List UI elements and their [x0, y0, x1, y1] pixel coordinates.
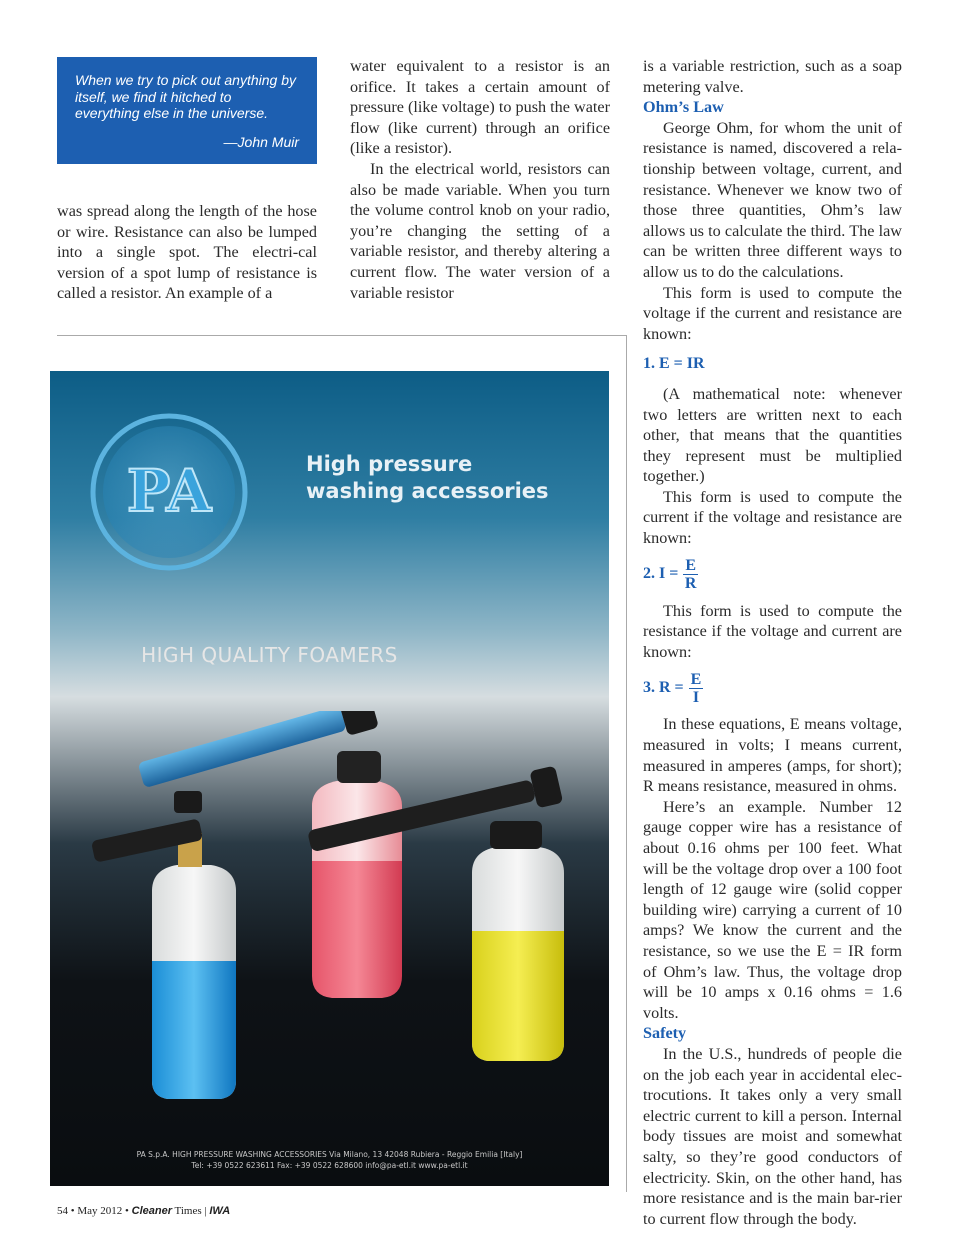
pull-quote-box: [57, 57, 317, 164]
paragraph: George Ohm, for whom the unit of resistance is named, discovered a rela-tionship between voltage, current, and resistance. Whenever we know two of those three quantities, Ohm’s law allows us to calculate the third. The law can be written three different ways to allow us to do the calculations.: [643, 118, 902, 281]
column-3: [643, 56, 902, 1229]
paragraph: This form is used to compute the current if the voltage and resistance are known:: [643, 487, 902, 548]
paragraph: In the electrical world, resistors can also be made variable. When you turn the volume control knob on your radio, you’re changing the setting of a variable resistor, and thereby altering a current flow. The water version of a variable resistor: [350, 159, 610, 302]
pa-logo-icon: [88, 411, 250, 573]
horizontal-divider: [57, 335, 627, 336]
equation-3-fraction: [689, 671, 704, 706]
ad-footer: [50, 1149, 609, 1171]
advertisement: [50, 371, 609, 1186]
ad-headline-line-1: High pressure: [306, 452, 473, 476]
column-1: [57, 201, 317, 304]
fraction-denominator: I: [692, 688, 700, 706]
page-folio: [57, 1205, 230, 1217]
logo-text: PA: [126, 457, 212, 525]
paragraph: is a variable restriction, such as a soap metering valve.: [643, 57, 902, 96]
section-heading-safety: Safety: [643, 1024, 687, 1043]
vertical-divider: [626, 335, 627, 1192]
equation-3-label: 3. R =: [643, 679, 684, 697]
paragraph: was spread along the length of the hose or wire. Resistance can also be lumped into a single spot. The electri-cal version of a spot lump of resistance is called a resistor. An example of a: [57, 202, 317, 303]
ad-headline: [306, 451, 549, 505]
pull-quote-text: When we try to pick out anything by itself, we find it hitched to everything else in the universe.: [75, 72, 296, 121]
ad-footer-line-1: PA S.p.A. HIGH PRESSURE WASHING ACCESSORIES Via Milano, 13 42048 Rubiera - Reggio Emilia [Italy]: [136, 1150, 523, 1159]
fraction-numerator: E: [685, 557, 697, 575]
folio-magazine-name-3: IWA: [209, 1205, 231, 1217]
equation-2-fraction: [683, 557, 698, 592]
ad-footer-line-2: Tel: +39 0522 623611 Fax: +39 0522 628600 info@pa-etl.it www.pa-etl.it: [191, 1161, 468, 1170]
equation-3: [643, 668, 902, 708]
fraction-denominator: R: [684, 575, 697, 593]
paragraph: In these equations, E means voltage, measured in volts; I means current, measured in amperes (amps, for short); R means resistance, measured in ohms.: [643, 715, 902, 796]
equation-2-label: 2. I =: [643, 565, 679, 583]
foamer-products-image: [50, 711, 609, 1131]
section-heading-ohms-law: Ohm’s Law: [643, 98, 724, 117]
paragraph: Here’s an example. Number 12 gauge copper wire has a resistance of about 0.16 ohms per 100 feet. What will be the voltage drop over a 100 foot length of 12 gauge wire (solid copper building wire) carrying a current of 10 amps? We know the current and the resistance, so we use the E = IR form of Ohm’s law. Thus, the voltage drop will be 10 amps x 0.16 ohms = 1.6 volts.: [643, 797, 902, 1022]
ad-headline-line-2: washing accessories: [306, 479, 549, 503]
folio-magazine-name-2: Times |: [171, 1205, 210, 1217]
ad-subhead-text: HIGH QUALITY FOAMERS: [141, 643, 398, 667]
paragraph: water equivalent to a resistor is an orifice. It takes a certain amount of pressure (like voltage) to push the water flow (like current) through an orifice (like a resistor).: [350, 57, 610, 158]
folio-magazine-name: Cleaner: [131, 1205, 172, 1217]
equation-1: 1. E = IR: [643, 355, 705, 373]
ad-subhead: [50, 643, 609, 667]
paragraph: This form is used to compute the resistance if the voltage and current are known:: [643, 601, 902, 661]
folio-page: 54 • May 2012 •: [57, 1205, 132, 1217]
pull-quote-attribution: —John Muir: [223, 133, 299, 150]
paragraph: In the U.S., hundreds of people die on the job each year in accidental elec-trocutions. It takes only a very small electric current to kill a person. Internal body tissues are moist and somewhat salty, so they’re good conductors of electricity. Skin, on the other hand, has more resistance and is the main bar-rier to current flow through the body.: [643, 1044, 902, 1228]
paragraph: This form is used to compute the voltage if the current and resistance are known:: [643, 283, 902, 343]
equation-2: [643, 555, 902, 595]
fraction-numerator: E: [690, 670, 702, 688]
column-2: [350, 56, 610, 303]
paragraph: (A mathematical note: whenever two letters are written next to each other, that means that the quantities they represent must be multiplied together.): [643, 384, 902, 486]
